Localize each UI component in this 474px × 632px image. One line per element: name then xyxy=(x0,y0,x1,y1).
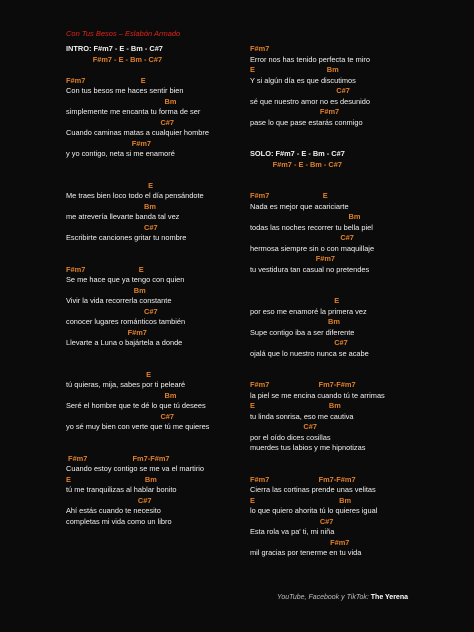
lyric-line: Se me hace que ya tengo con quien xyxy=(66,275,185,284)
chord-line: E xyxy=(66,180,154,190)
spacer xyxy=(250,181,450,192)
spacer xyxy=(250,286,450,297)
chord-line: E Bm xyxy=(250,495,352,505)
lyric-line: muerdes tus labios y me hipnotizas xyxy=(250,443,366,452)
lyric-line: Esta rola va pa' ti, mi niña xyxy=(250,527,335,536)
lyric-line: Error nos has tenido perfecta te miro xyxy=(250,54,370,64)
song-title: Con Tus Besos – Eslabón Armado xyxy=(66,29,181,38)
lyric-line: completas mi vida como un libro xyxy=(66,516,172,526)
chord-line: C#7 xyxy=(66,411,175,421)
spacer xyxy=(66,160,266,171)
lyric-line: Cierra las cortinas prende unas velitas xyxy=(250,485,376,494)
footer-handle: The Yerena xyxy=(370,594,408,601)
lyric-line: Seré el hombre que te dé lo que tú desees xyxy=(66,401,206,410)
spacer xyxy=(250,454,450,465)
chord-line: Bm xyxy=(66,390,177,400)
lyric-line: Supe contigo iba a ser diferente xyxy=(250,327,355,337)
spacer xyxy=(250,170,450,181)
chord-line: F#m7 E xyxy=(66,264,144,274)
lyric-line: Cuando caminas matas a cualquier hombre xyxy=(66,128,209,137)
chord-line: E xyxy=(66,369,152,379)
spacer xyxy=(250,370,450,381)
chord-line: F#m7 xyxy=(66,327,147,337)
chord-line: C#7 xyxy=(66,306,158,316)
lyric-line: tu linda sonrisa, eso me cautiva xyxy=(250,411,354,421)
chord-line: F#m7 - E - Bm - C#7 xyxy=(66,54,163,64)
chord-line: C#7 xyxy=(250,233,354,242)
spacer xyxy=(66,349,266,360)
chord-line: F#m7 Fm7-F#m7 xyxy=(250,474,356,484)
spacer xyxy=(250,464,450,475)
chord-line: F#m7 E xyxy=(66,75,146,85)
lyric-line: Me traes bien loco todo el día pensándote xyxy=(66,191,204,200)
lyric-line: me atrevería llevarte banda tal vez xyxy=(66,212,180,221)
lyric-line: Vivir la vida recorrerla constante xyxy=(66,296,172,305)
lyric-line: tú quieras, mija, sabes por ti pelearé xyxy=(66,380,186,389)
lyric-line: por el oído dices cosillas xyxy=(250,432,331,442)
lyric-line: hermosa siempre sin o con maquillaje xyxy=(250,243,375,253)
spacer xyxy=(66,170,266,181)
lyric-line: Ahí estás cuando te necesito xyxy=(66,506,161,515)
spacer xyxy=(250,139,450,150)
lyric-line: tú me tranquilizas al hablar bonito xyxy=(66,485,177,494)
chord-line: F#m7 xyxy=(66,138,152,148)
lyric-line: la piel se me encina cuando tú te arrimas xyxy=(250,390,385,400)
footer-platforms: YouTube, Facebook y TikTok: xyxy=(277,594,369,601)
chord-line: E xyxy=(250,296,340,305)
chord-line: F#m7 Fm7-F#m7 xyxy=(250,380,356,389)
spacer xyxy=(250,359,450,370)
chord-line: E Bm xyxy=(250,65,339,74)
chord-line: Bm xyxy=(250,317,340,326)
lyric-line: lo que quiero ahorita tú lo quieres igual xyxy=(250,506,378,515)
chord-line: F#m7 xyxy=(250,537,350,547)
spacer xyxy=(250,128,450,139)
lyric-line: simplemente me encanta tu forma de ser xyxy=(66,107,201,116)
lyric-line: todas las noches recorrer tu bella piel xyxy=(250,222,373,232)
chord-line: F#m7 - E - Bm - C#7 xyxy=(250,159,342,169)
left-column xyxy=(66,44,266,527)
lyric-line: Nada es mejor que acariciarte xyxy=(250,201,349,211)
footer-credit xyxy=(277,594,408,601)
spacer xyxy=(66,244,266,255)
chord-line: F#m7 Fm7-F#m7 xyxy=(66,453,170,463)
chord-line: F#m7 E xyxy=(250,191,328,200)
chord-line: Bm xyxy=(66,285,146,295)
spacer xyxy=(66,359,266,370)
spacer xyxy=(66,443,266,454)
section-header: INTRO: F#m7 - E - Bm - C#7 xyxy=(66,44,163,53)
chord-line: Bm xyxy=(66,201,156,211)
lyric-line: Y si algún día es que discutimos xyxy=(250,75,356,85)
lyric-line: por eso me enamoré la primera vez xyxy=(250,306,367,316)
chord-line: C#7 xyxy=(250,516,334,526)
lyric-line: Escribirte canciones gritar tu nombre xyxy=(66,233,187,242)
lyric-line: yo sé muy bien con verte que tú me quieres xyxy=(66,422,210,431)
lyric-line: Cuando estoy contigo se me va el martirio xyxy=(66,464,205,473)
spacer xyxy=(66,433,266,444)
spacer xyxy=(250,275,450,286)
chord-line: Bm xyxy=(66,96,177,106)
chord-line: F#m7 xyxy=(250,107,340,116)
lyric-line: Llevarte a Luna o bajártela a donde xyxy=(66,338,183,347)
lyric-line: tu vestidura tan casual no pretendes xyxy=(250,264,370,274)
chord-line: C#7 xyxy=(66,495,152,505)
chord-line: C#7 xyxy=(250,86,350,95)
chord-line: F#m7 xyxy=(250,254,336,263)
lyric-line: ojalá que lo nuestro nunca se acabe xyxy=(250,348,369,358)
lyric-line: Con tus besos me haces sentir bien xyxy=(66,86,184,95)
lyric-line: y yo contigo, neta si me enamoré xyxy=(66,149,175,158)
section-header: SOLO: F#m7 - E - Bm - C#7 xyxy=(250,149,345,158)
right-column xyxy=(250,44,450,559)
spacer xyxy=(66,254,266,265)
spacer xyxy=(66,65,266,76)
chord-line: C#7 xyxy=(66,117,175,127)
chord-line: C#7 xyxy=(66,222,158,232)
lyric-line: sé que nuestro amor no es desunido xyxy=(250,96,370,106)
chord-line: E Bm xyxy=(66,474,157,484)
chord-line: E Bm xyxy=(250,401,341,410)
chord-line: F#m7 xyxy=(250,44,270,53)
lyric-line: pase lo que pase estarás conmigo xyxy=(250,117,363,127)
chord-line: Bm xyxy=(250,212,361,221)
chord-line: C#7 xyxy=(250,422,317,431)
lyric-line: conocer lugares románticos también xyxy=(66,317,186,326)
chord-line: C#7 xyxy=(250,338,348,347)
lyric-line: mil gracias por tenerme en tu vida xyxy=(250,548,362,557)
